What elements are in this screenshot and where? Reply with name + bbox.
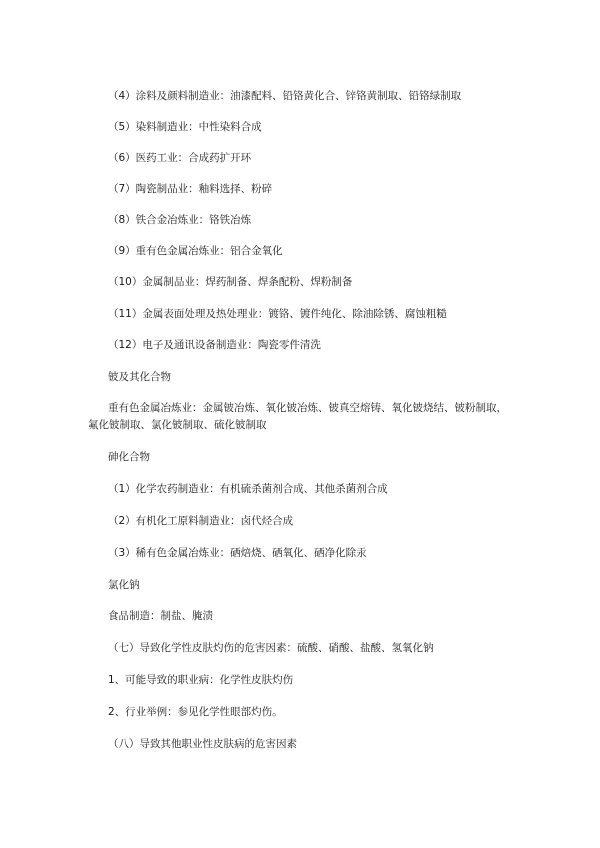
section-heading-sodium-chloride: 氯化钠 — [108, 579, 140, 591]
list-item-pharma-industry: （6）医药工业：合成药扩开环 — [108, 152, 252, 164]
section-heading-other-skin-diseases: （八）导致其他职业性皮肤病的危害因素 — [108, 738, 297, 750]
list-item-coating-industry: （4）涂料及颜料制造业：油漆配料、铅铬黄化合、锌铬黄制取、铅铬绿制取 — [108, 90, 462, 102]
paragraph-beryllium-line1: 重有色金属冶炼业：金属铍冶炼、氧化铍冶炼、铍真空熔铸、氧化铍烧结、铍粉制取， — [108, 402, 507, 414]
list-item-electronics: （12）电子及通讯设备制造业：陶瓷零件清洗 — [108, 339, 321, 351]
list-item-metal-products: （10）金属制品业：焊药制备、焊条配粉、焊粉制备 — [108, 276, 353, 288]
list-item-surface-treatment: （11）金属表面处理及热处理业：镀铬、镀件纯化、除油除锈、腐蚀粗糙 — [108, 308, 447, 320]
list-item-ceramics-industry: （7）陶瓷制品业：釉料选择、粉碎 — [108, 183, 273, 195]
paragraph-possible-disease: 1、可能导致的职业病：化学性皮肤灼伤 — [108, 674, 294, 686]
list-item-dye-industry: （5）染料制造业：中性染料合成 — [108, 121, 262, 133]
list-item-nonferrous-smelting: （9）重有色金属冶炼业：铝合金氧化 — [108, 245, 283, 257]
section-heading-beryllium: 铍及其化合物 — [108, 371, 171, 383]
paragraph-beryllium-line2: 氟化铍制取、氯化铍制取、硫化铍制取 — [88, 419, 267, 431]
paragraph-industry-example: 2、行业举例：参见化学性眼部灼伤。 — [108, 706, 283, 718]
list-item-ferroalloy-industry: （8）铁合金冶炼业：铬铁冶炼 — [108, 214, 252, 226]
paragraph-food-manufacturing: 食品制造：制盐、腌渍 — [108, 610, 213, 622]
list-item-pesticide: （1）化学农药制造业：有机硫杀菌剂合成、其他杀菌剂合成 — [108, 483, 388, 495]
section-heading-arsenic: 砷化合物 — [108, 451, 150, 463]
section-heading-chemical-burns: （七）导致化学性皮肤灼伤的危害因素：硫酸、硝酸、盐酸、氢氧化钠 — [108, 642, 434, 654]
list-item-rare-metals: （3）稀有色金属冶炼业：硒焙烧、硒氧化、硒净化除汞 — [108, 547, 367, 559]
list-item-organic-chemicals: （2）有机化工原料制造业：卤代烃合成 — [108, 515, 294, 527]
